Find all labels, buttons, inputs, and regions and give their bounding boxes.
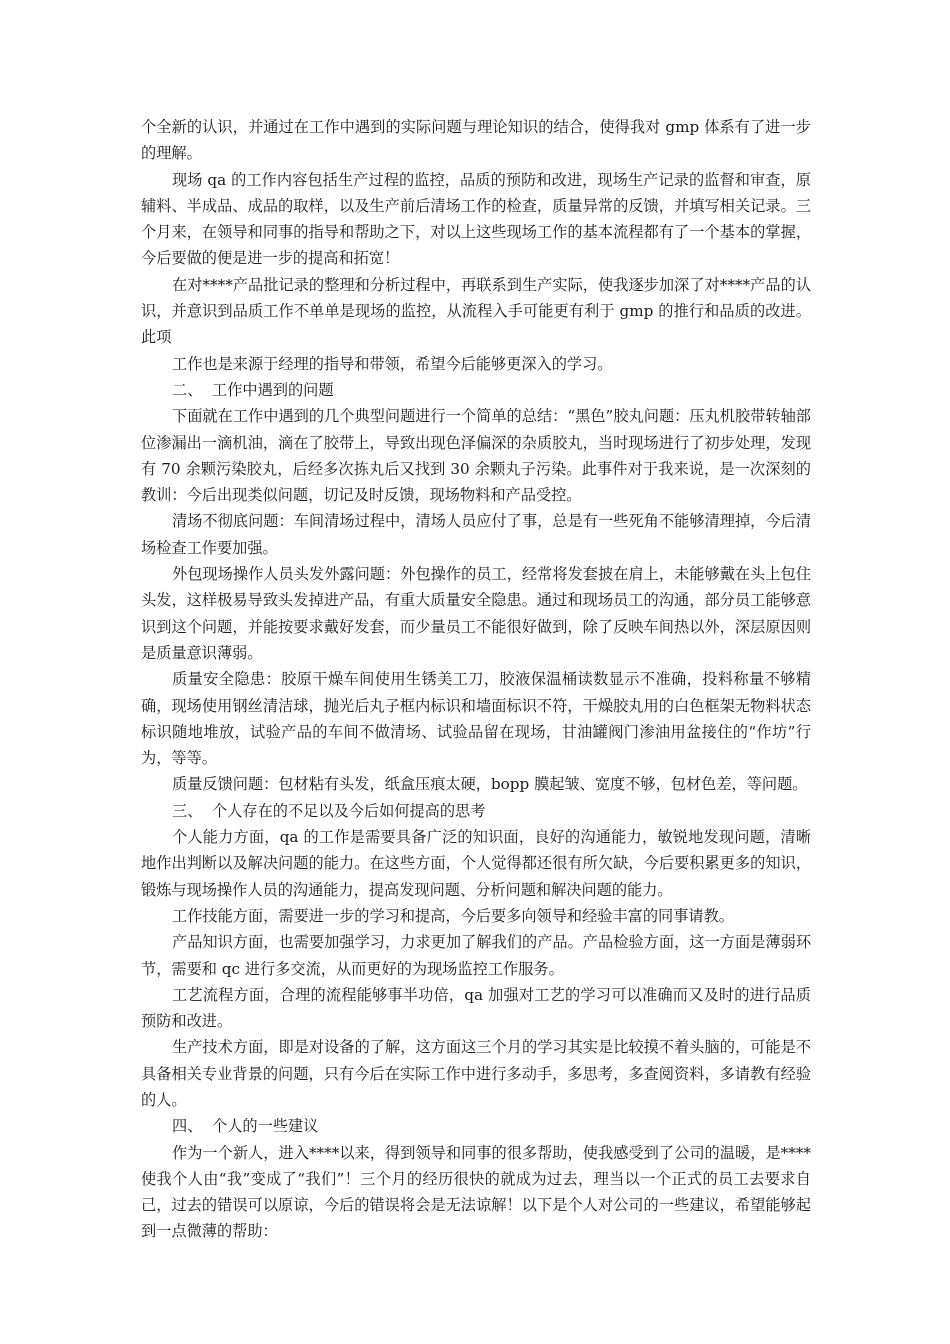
paragraph: 生产技术方面，即是对设备的了解，这方面这三个月的学习其实是比较摸不着头脑的，可能是不具备相关专业背景的问题，只有今后在实际工作中进行多动手，多思考，多查阅资料，多请教有经验的人。	[141, 1038, 811, 1109]
paragraph: 质量安全隐患：胶原干燥车间使用生锈美工刀，胶液保温桶读数显示不准确，投料称量不够精确，现场使用钢丝清洁球，抛光后丸子框内标识和墙面标识不符，干燥胶丸用的白色框架无物料状态标识随地堆放，试验产品的车间不做清场、试验品留在现场，甘油罐阀门渗油用盆接住的“作坊”行为，等等。	[141, 670, 811, 768]
paragraph: 作为一个新人，进入****以来，得到领导和同事的很多帮助，使我感受到了公司的温暖，是****使我个人由“我”变成了“我们”！三个月的经历很快的就成为过去，理当以一个正式的员工去要求自己，过去的错误可以原谅，今后的错误将会是无法谅解！以下是个人对公司的一些建议，希望能够起到一点微薄的帮助：	[141, 1143, 811, 1241]
paragraph: 现场 qa 的工作内容包括生产过程的监控，品质的预防和改进，现场生产记录的监督和审查，原辅料、半成品、成品的取样，以及生产前后清场工作的检查，质量异常的反馈，并填写相关记录。三个月来，在领导和同事的指导和帮助之下，对以上这些现场工作的基本流程都有了一个基本的掌握，今后要做的便是进一步的提高和拓宽！	[141, 170, 811, 268]
paragraph: 个全新的认识，并通过在工作中遇到的实际问题与理论知识的结合，使得我对 gmp 体系有了进一步的理解。	[141, 118, 811, 163]
section-heading: 二、 工作中遇到的问题	[172, 380, 334, 399]
paragraph: 工作也是来源于经理的指导和带领，希望今后能够更深入的学习。	[172, 354, 613, 373]
paragraph: 在对****产品批记录的整理和分析过程中，再联系到生产实际，使我逐步加深了对****产品的认识，并意识到品质工作不单单是现场的监控，从流程入手可能更有利于 gmp 的推行和品质的改进。此项	[141, 275, 811, 347]
section-heading: 四、 个人的一些建议	[172, 1117, 319, 1136]
paragraph: 清场不彻底问题：车间清场过程中，清场人员应付了事，总是有一些死角不能够清理掉，今后清场检查工作要加强。	[141, 512, 811, 557]
paragraph: 下面就在工作中遇到的几个典型问题进行一个简单的总结：“黑色”胶丸问题：压丸机胶带转轴部位渗漏出一滴机油，滴在了胶带上，导致出现色泽偏深的杂质胶丸，当时现场进行了初步处理，发现有 70 余颗污染胶丸，后经多次拣丸后又找到 30 余颗丸子污染。此事件对于我来说，是一次深刻的教训：今后出现类似问题，切记及时反馈，现场物料和产品受控。	[141, 407, 811, 505]
paragraph: 工艺流程方面，合理的流程能够事半功倍，qa 加强对工艺的学习可以准确而又及时的进行品质预防和改进。	[141, 985, 811, 1031]
paragraph: 工作技能方面，需要进一步的学习和提高，今后要多向领导和经验丰富的同事请教。	[172, 906, 734, 925]
paragraph: 个人能力方面，qa 的工作是需要具备广泛的知识面，良好的沟通能力，敏锐地发现问题，清晰地作出判断以及解决问题的能力。在这些方面，个人觉得都还很有所欠缺，今后要积累更多的知识，锻炼与现场操作人员的沟通能力，提高发现问题、分析问题和解决问题的能力。	[141, 828, 811, 899]
paragraph: 产品知识方面，也需要加强学习，力求更加了解我们的产品。产品检验方面，这一方面是薄弱环节，需要和 qc 进行多交流，从而更好的为现场监控工作服务。	[141, 933, 811, 978]
paragraph: 外包现场操作人员头发外露问题：外包操作的员工，经常将发套披在肩上，未能够戴在头上包住头发，这样极易导致头发掉进产品，有重大质量安全隐患。通过和现场员工的沟通，部分员工能够意识到这个问题，并能按要求戴好发套，而少量员工不能很好做到，除了反映车间热以外，深层原因则是质量意识薄弱。	[141, 565, 811, 662]
document-page	[141, 114, 811, 1245]
paragraph: 质量反馈问题：包材粘有头发，纸盒压痕太硬，bopp 膜起皱、宽度不够，包材色差，等问题。	[172, 775, 808, 794]
section-heading: 三、 个人存在的不足以及今后如何提高的思考	[172, 801, 486, 820]
